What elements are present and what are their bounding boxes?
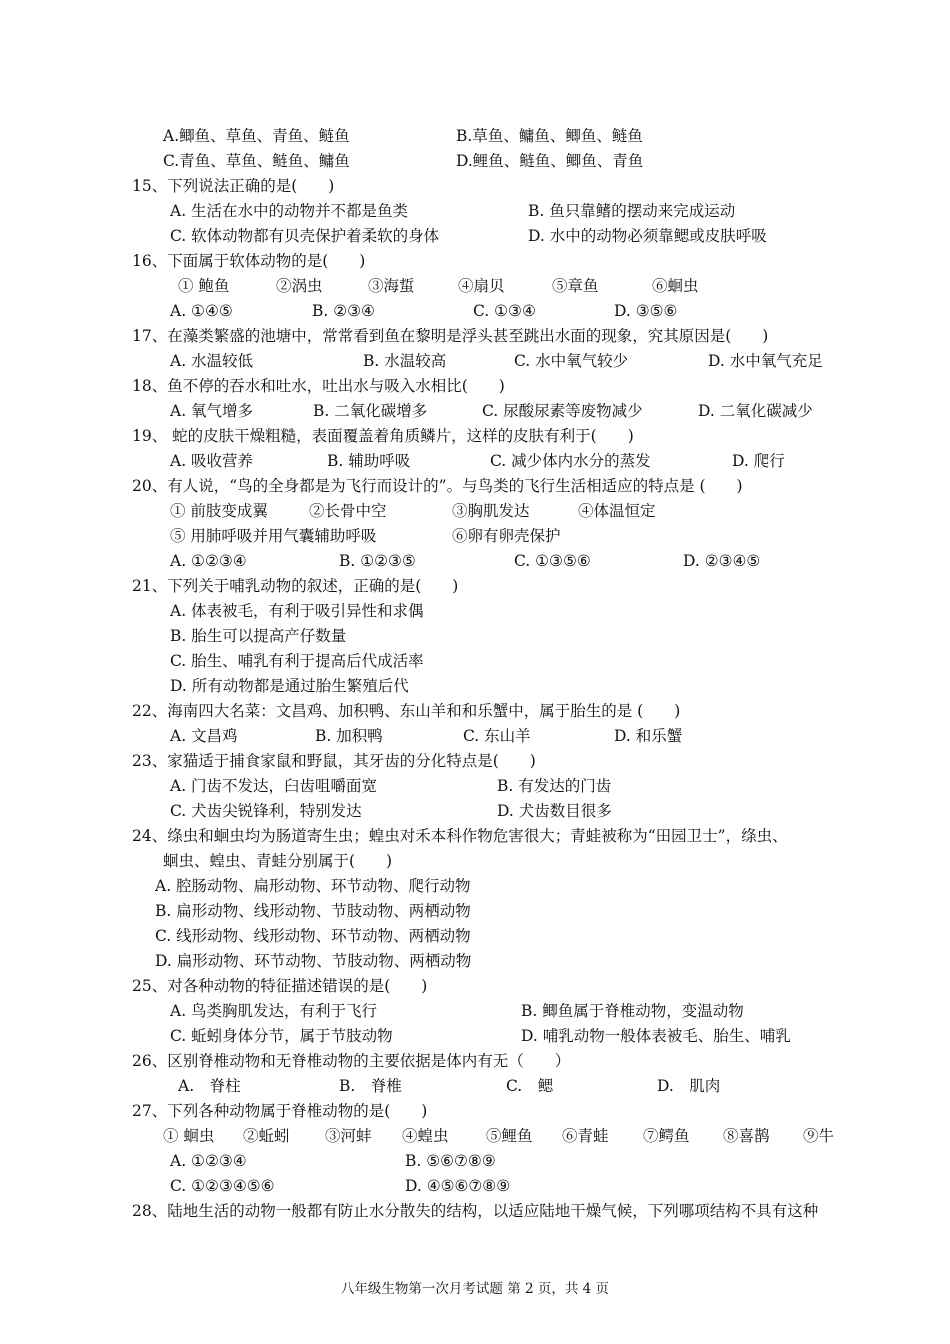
- q23-option-b: B. 有发达的门齿: [497, 777, 612, 795]
- q27-option-d: D. ④⑤⑥⑦⑧⑨: [405, 1177, 511, 1195]
- q25-option-b: B. 鲫鱼属于脊椎动物，变温动物: [521, 1002, 744, 1020]
- q18-option-d: D. 二氧化碳减少: [698, 402, 813, 420]
- q15-option-d: D. 水中的动物必须靠鳃或皮肤呼吸: [528, 227, 767, 245]
- q22-option-a: A. 文昌鸡: [170, 727, 238, 745]
- q22-option-b: B. 加积鸭: [315, 727, 383, 745]
- q18-option-c: C. 尿酸尿素等废物减少: [482, 402, 643, 420]
- q15-option-b: B. 鱼只靠鳍的摆动来完成运动: [528, 202, 736, 220]
- q20-option-b: B. ①②③⑤: [339, 552, 416, 570]
- q16-option-c: C. ①③④: [473, 302, 536, 320]
- q18-option-b: B. 二氧化碳增多: [313, 402, 428, 420]
- q22-option-d: D. 和乐蟹: [614, 727, 683, 745]
- q15-option-a: A. 生活在水中的动物并不都是鱼类: [170, 202, 409, 220]
- q20-option-c: C. ①③⑤⑥: [514, 552, 591, 570]
- q25-option-a: A. 鸟类胸肌发达，有利于飞行: [170, 1002, 378, 1020]
- q23-option-a: A. 门齿不发达，臼齿咀嚼面宽: [170, 777, 378, 795]
- q19-option-a: A. 吸收营养: [170, 452, 254, 470]
- q19-option-d: D. 爬行: [732, 452, 785, 470]
- q17-option-a: A. 水温较低: [170, 352, 254, 370]
- q20-option-d: D. ②③④⑤: [683, 552, 761, 570]
- q20-option-a: A. ①②③④: [170, 552, 247, 570]
- q27-option-c: C. ①②③④⑤⑥: [170, 1177, 275, 1195]
- q26-option-b: B. 脊椎: [339, 1077, 402, 1095]
- q15-option-c: C. 软体动物都有贝壳保护着柔软的身体: [170, 227, 440, 245]
- page-footer: 八年级生物第一次月考试题 第 2 页，共 4 页: [340, 1281, 610, 1297]
- q17-option-d: D. 水中氧气充足: [708, 352, 823, 370]
- q25-option-c: C. 蚯蚓身体分节，属于节肢动物: [170, 1027, 393, 1045]
- exam-page: A.鲫鱼、草鱼、青鱼、鲢鱼 B.草鱼、鳙鱼、鲫鱼、鲢鱼 C.青鱼、草鱼、鲢鱼、鳙鱼 D.鲤鱼、鲢鱼、鲫鱼、青鱼 15、下列说法正确的是( ) A. 生活在水中的动物并不都是鱼类 B. 鱼只靠鳍的摆动来完成运动 C. 软体动物都有贝壳保护着柔软的身体 D. 水中的动物必须靠鳃或皮肤呼吸 16、下面属于软体动物的是( ) ① 鲍鱼 ②涡虫 ③海蜇 ④扇贝 ⑤章鱼 ⑥蛔虫 A. ①④⑤ B. ②③④ C. ①③④ D. ③⑤⑥ 17、在藻类繁盛的池塘中，常常看到鱼在黎明是浮头甚至跳出水面的现象，究其原因是( ) A. 水温较低 B. 水温较高 C. 水中氧气较少 D. 水中氧气充足 18、鱼不停的吞水和吐水，吐出水与吸入水相比( ) A. 氧气增多 B. 二氧化碳增多 C. 尿酸尿素等废物减少 D. 二氧化碳减少 19、 蛇的皮肤干燥粗糙，表面覆盖着角质鳞片，这样的皮肤有利于( ) A. 吸收营养 B. 辅助呼吸 C. 减少体内水分的蒸发 D. 爬行 20、有人说，“鸟的全身都是为飞行而设计的”。与鸟类的飞行生活相适应的特点是 ( ) ① 前肢变成翼 ②长骨中空 ③胸肌发达 ④体温恒定 ⑤ 用肺呼吸并用气囊辅助呼吸 ⑥卵有卵壳保护 A. ①②③④ B. ①②③⑤ C. ①③⑤⑥ D. ②③④⑤ 21、下列关于哺乳动物的叙述，正确的是( ) A. 体表被毛，有利于吸引异性和求偶 B. 胎生可以提高产仔数量 C. 胎生、哺乳有利于提高后代成活率 D. 所有动物都是通过胎生繁殖后代 22、海南四大名菜：文昌鸡、加积鸭、东山羊和和乐蟹中，属于胎生的是 ( ) A. 文昌鸡 B. 加积鸭 C. 东山羊 D. 和乐蟹 23、家猫适于捕食家鼠和野鼠，其牙齿的分化特点是( ) A. 门齿不发达，臼齿咀嚼面宽 B. 有发达的门齿 C. 犬齿尖锐锋利，特别发达 D. 犬齿数目很多 24、绦虫和蛔虫均为肠道寄生虫；蝗虫对禾本科作物危害很大；青蛙被称为“田园卫士”，绦虫、 蛔虫、蝗虫、青蛙分别属于( ) A. 腔肠动物、扁形动物、环节动物、爬行动物 B. 扁形动物、线形动物、节肢动物、两栖动物 C. 线形动物、线形动物、环节动物、两栖动物 D. 扁形动物、环节动物、节肢动物、两栖动物 25、对各种动物的特征描述错误的是( ) A. 鸟类胸肌发达，有利于飞行 B. 鲫鱼属于脊椎动物，变温动物 C. 蚯蚓身体分节，属于节肢动物 D. 哺乳动物一般体表被毛、胎生、哺乳 26、区别脊椎动物和无脊椎动物的主要依据是体内有无（ ） A. 脊柱 B. 脊椎 C. 鳃 D. 肌肉 27、下列各种动物属于脊椎动物的是( ) ① 蛔虫 ②蚯蚓 ③河蚌 ④蝗虫 ⑤鲤鱼 ⑥青蛙 ⑦鳄鱼 ⑧喜鹊 ⑨牛 A. ①②③④ B. ⑤⑥⑦⑧⑨ C. ①②③④⑤⑥ D. ④⑤⑥⑦⑧⑨ 28、陆地生活的动物一般都有防止水分散失的结构，以适应陆地干燥气候，下列哪项结构不具有这种 八年级生物第一次月考试题 第 2 页，共 4 页: [0, 0, 950, 1344]
- q16-option-a: A. ①④⑤: [170, 302, 233, 320]
- q14-option-d: D.鲤鱼、鲢鱼、鲫鱼、青鱼: [456, 152, 644, 170]
- q25-option-d: D. 哺乳动物一般体表被毛、胎生、哺乳: [521, 1027, 791, 1045]
- q27-option-a: A. ①②③④: [170, 1152, 247, 1170]
- q14-option-c: C.青鱼、草鱼、鲢鱼、鳙鱼: [163, 152, 350, 170]
- q19-option-c: C. 减少体内水分的蒸发: [490, 452, 651, 470]
- q27-option-b: B. ⑤⑥⑦⑧⑨: [405, 1152, 496, 1170]
- q22-option-c: C. 东山羊: [463, 727, 531, 745]
- q16-option-b: B. ②③④: [312, 302, 375, 320]
- q19-option-b: B. 辅助呼吸: [327, 452, 411, 470]
- q23-option-c: C. 犬齿尖锐锋利，特别发达: [170, 802, 362, 820]
- q26-option-d: D. 肌肉: [657, 1077, 721, 1095]
- q26-option-a: A. 脊柱: [178, 1077, 241, 1095]
- q17-option-c: C. 水中氧气较少: [514, 352, 629, 370]
- q23-option-d: D. 犬齿数目很多: [497, 802, 612, 820]
- q26-option-c: C. 鳃: [506, 1077, 554, 1095]
- q14-option-a: A.鲫鱼、草鱼、青鱼、鲢鱼: [163, 127, 350, 145]
- q18-option-a: A. 氧气增多: [170, 402, 254, 420]
- q17-option-b: B. 水温较高: [363, 352, 447, 370]
- q16-option-d: D. ③⑤⑥: [614, 302, 678, 320]
- q14-option-b: B.草鱼、鳙鱼、鲫鱼、鲢鱼: [456, 127, 643, 145]
